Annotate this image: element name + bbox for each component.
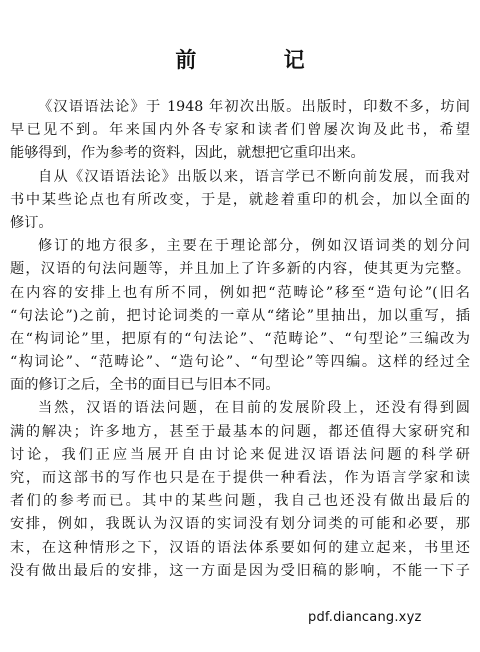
text-line: 当然，汉语的语法问题，在目前的发展阶段上，还没有得到圆 [38,400,470,417]
text-line: 《汉语语法论》于 1948 年初次出版。出版时，印数不多，坊间 [38,99,470,115]
text-line: 能够得到，作为参考的资料，因此，就想把它重印出来。 [10,145,365,162]
text-line: 讨论，我们正应当展开自由讨论来促进汉语语法问题的科学研 [10,446,470,463]
text-line: 修订。 [10,214,53,231]
text-line: 没有做出最后的安排，这一方面是因为受旧稿的影响，不能一下子 [10,562,470,579]
text-line: “构词论”、“范畴论”、“造句论”、“句型论”等四编。这样的经过全 [10,354,470,371]
text-line: 早已见不到。年来国内外各专家和读者们曾屡次询及此书，希望 [10,122,470,139]
text-line: 书中某些论点也有所改变，于是，就趁着重印的机会，加以全面的 [10,191,470,208]
text-line: 在“构词论”里，把原有的“句法论”、“范畴论”、“句型论”三编改为 [10,330,470,347]
paragraph-3 [10,235,470,397]
paragraph-2 [10,166,470,236]
text-line: 面的修订之后，全书的面目已与旧本不同。 [10,377,280,394]
paragraph-4 [10,397,470,583]
text-line: 究，而这部书的写作也只是在于提供一种看法，作为语言学家和读 [10,470,470,486]
paragraph-1 [10,96,470,166]
page-title: 前 记 [175,48,345,72]
body-text [10,96,470,583]
watermark-url: pdf.diancang.xyz [308,610,422,625]
text-line: 者们的参考而已。其中的某些问题，我自己也还没有做出最后的 [10,493,470,510]
text-line: 自从《汉语语法论》出版以来，语言学已不断向前发展，而我对 [38,168,470,185]
text-line: 题，汉语的句法问题等，并且加上了许多新的内容，使其更为完整。 [10,261,470,278]
text-line: 末，在这种情形之下，汉语的语法体系要如何的建立起来，书里还 [10,539,470,556]
text-line: 安排，例如，我既认为汉语的实词没有划分词类的可能和必要，那 [10,516,470,533]
text-line: 修订的地方很多，主要在于理论部分，例如汉语词类的划分问 [38,238,470,255]
text-line: 满的解决；许多地方，甚至于最基本的问题，都还值得大家研究和 [10,423,470,440]
text-line: 在内容的安排上也有所不同，例如把“范畴论”移至“造句论”(旧名 [10,284,470,301]
text-line: “句法论”)之前，把讨论词类的一章从“绪论”里抽出，加以重写，插 [10,307,470,324]
